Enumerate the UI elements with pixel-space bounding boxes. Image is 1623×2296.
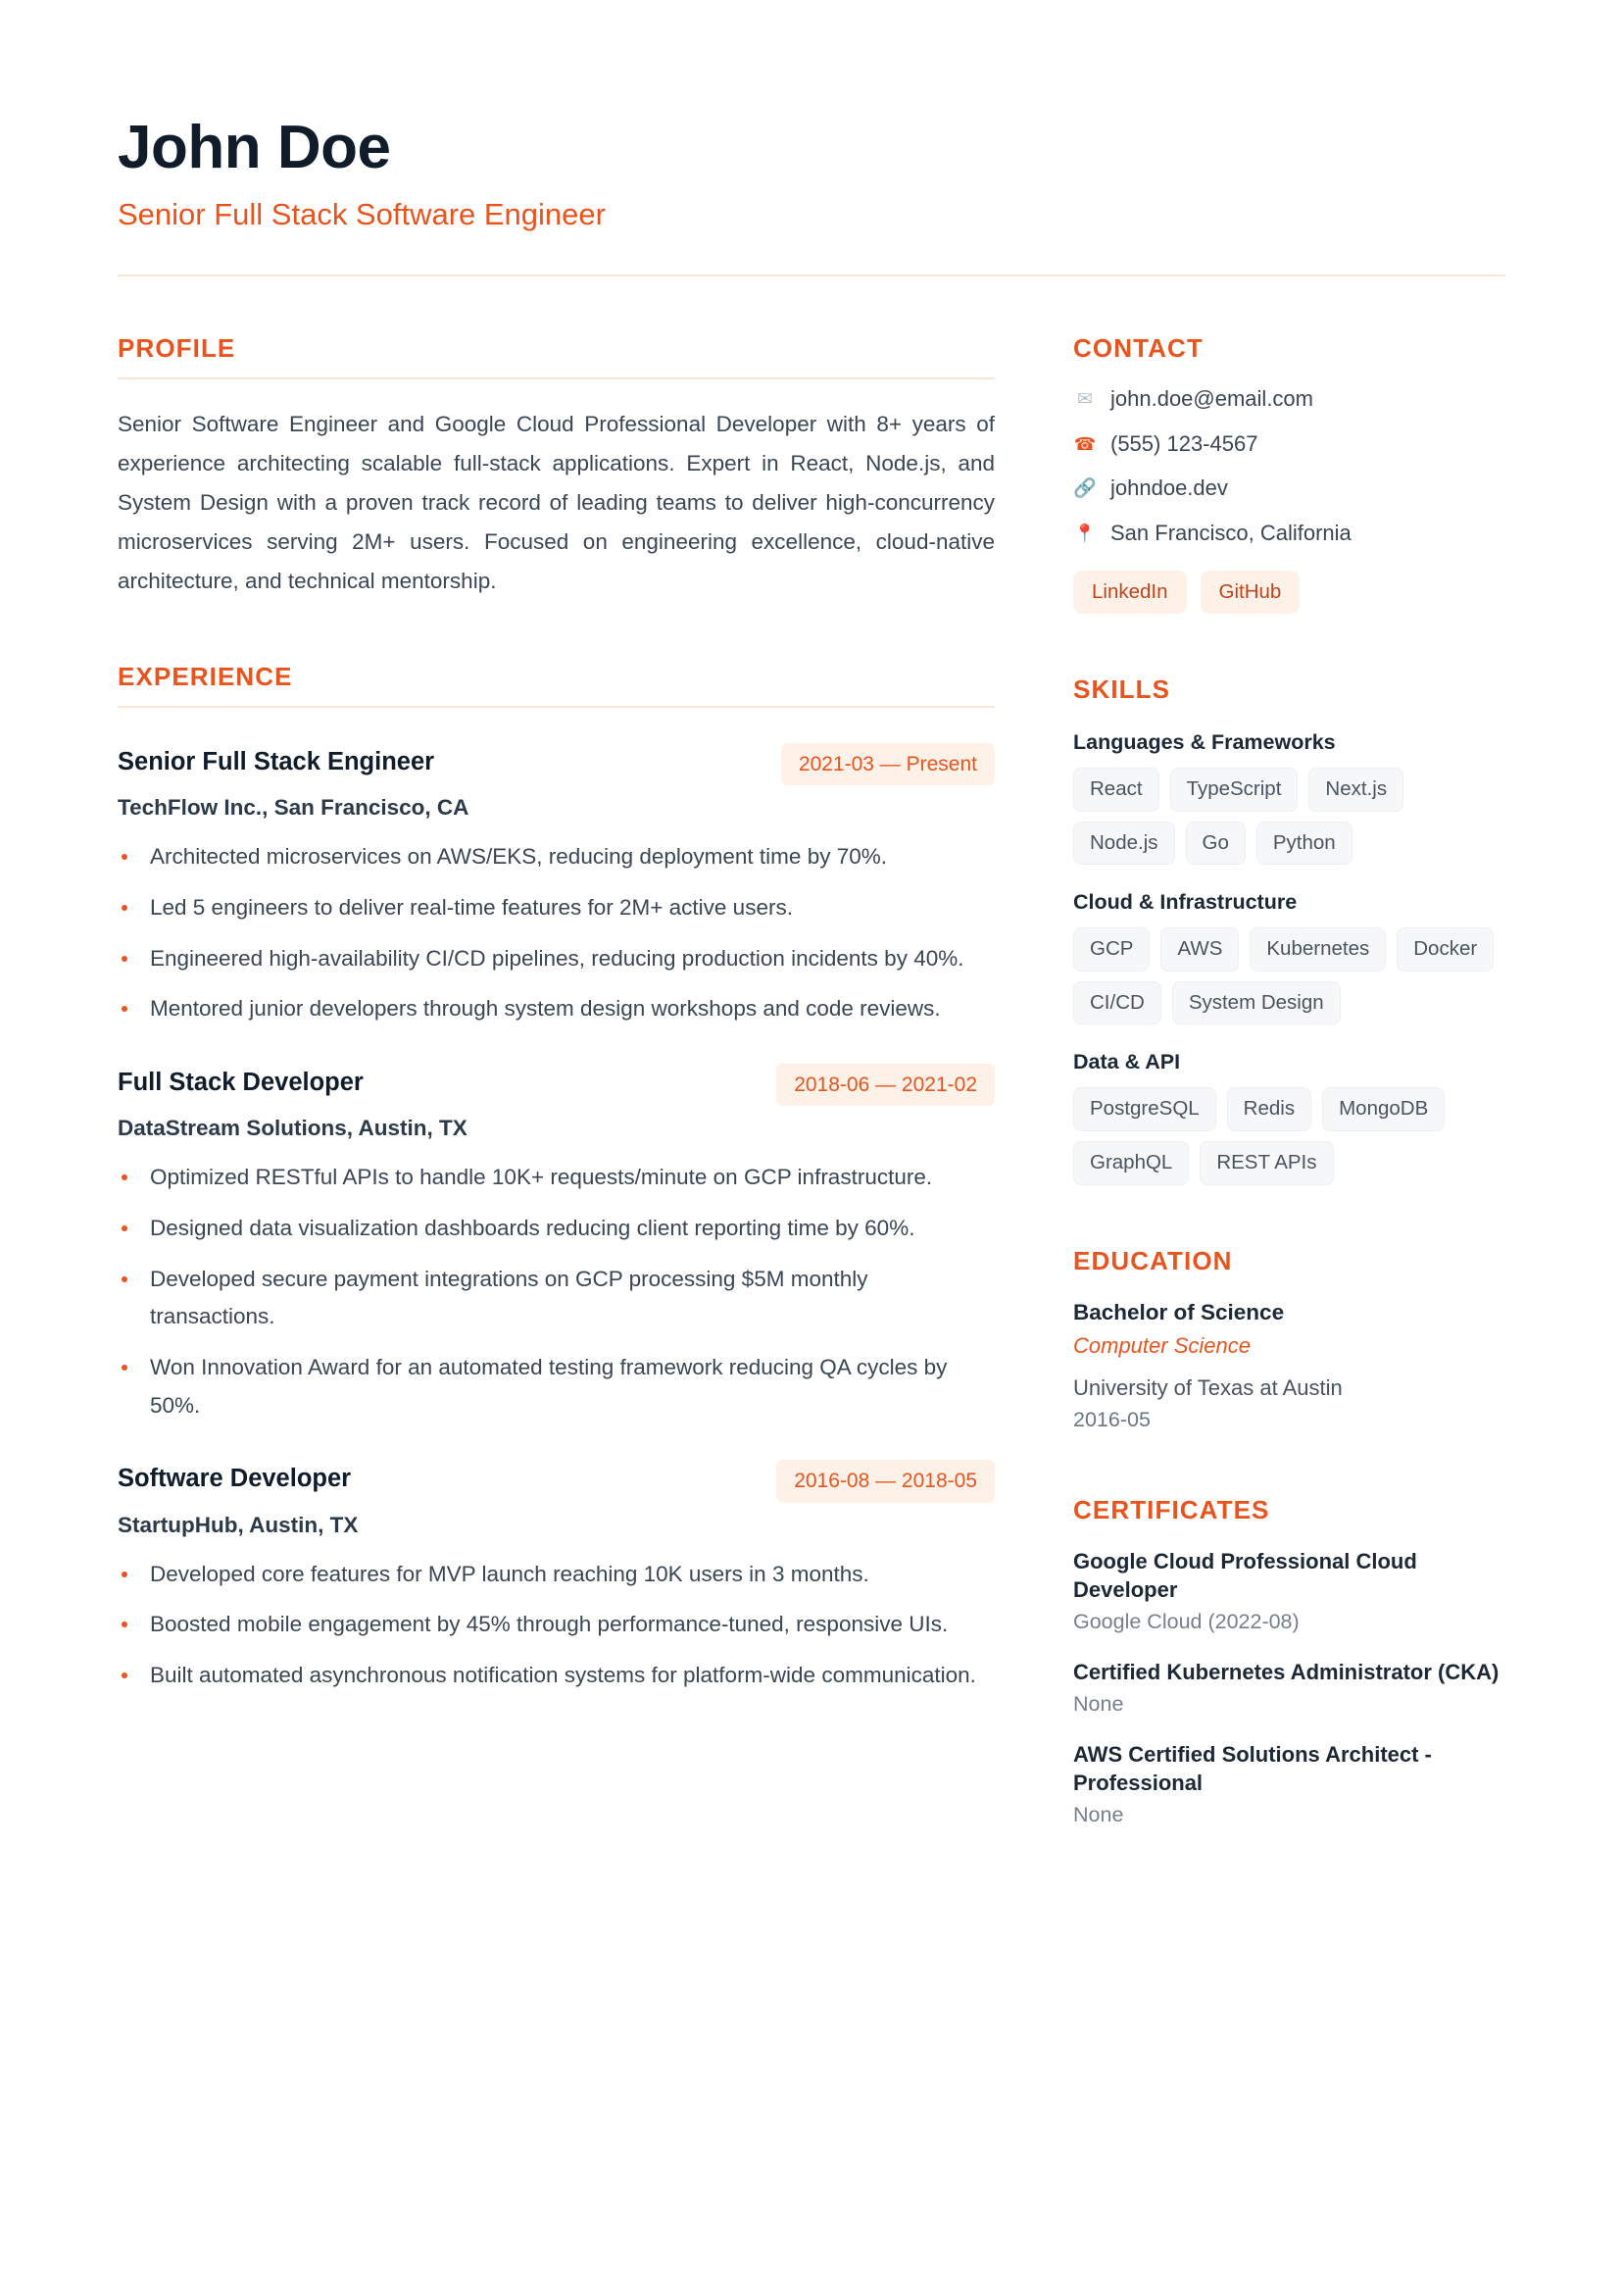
skill-chip: Go <box>1186 822 1246 866</box>
contact-item-email[interactable] <box>1073 385 1505 414</box>
job-bullet: Won Innovation Award for an automated testing framework reducing QA cycles by 50%. <box>118 1349 995 1424</box>
social-link-linkedin[interactable]: LinkedIn <box>1073 571 1187 614</box>
professional-title: Senior Full Stack Software Engineer <box>118 196 606 231</box>
job-bullet: Designed data visualization dashboards reducing client reporting time by 60%. <box>118 1210 995 1248</box>
certificate-name: Google Cloud Professional Cloud Developer <box>1073 1549 1417 1603</box>
job-organization: StartupHub, Austin, TX <box>118 1512 359 1537</box>
contact-website-value: johndoe.dev <box>1110 475 1228 501</box>
section-certificates <box>1073 1495 1505 1829</box>
skill-chip: Python <box>1256 822 1352 866</box>
skill-chip: AWS <box>1160 927 1239 972</box>
job-date-badge: 2018-06 — 2021-02 <box>776 1064 995 1106</box>
job-date-badge: 2021-03 — Present <box>781 743 995 785</box>
skill-chip: Node.js <box>1073 822 1175 866</box>
skill-chip: Kubernetes <box>1250 927 1386 972</box>
skill-chip: System Design <box>1172 981 1341 1025</box>
skill-chip: GCP <box>1073 927 1150 972</box>
job-bullet: Built automated asynchronous notification systems for platform-wide communication. <box>118 1657 995 1695</box>
experience-item-header <box>118 1460 995 1502</box>
section-profile <box>118 333 995 601</box>
sidebar-column <box>1073 333 1505 1829</box>
job-bullet-list <box>118 1556 995 1695</box>
envelope-icon: ✉ <box>1077 388 1093 410</box>
certificate-meta: None <box>1073 1803 1124 1827</box>
skill-chip: REST APIs <box>1200 1141 1333 1185</box>
job-bullet: Developed secure payment integrations on GCP processing $5M monthly transactions. <box>118 1261 995 1336</box>
skill-chip: GraphQL <box>1073 1141 1189 1185</box>
job-bullet: Boosted mobile engagement by 45% through performance-tuned, responsive UIs. <box>118 1606 995 1644</box>
skill-group-name: Data & API <box>1073 1050 1181 1074</box>
skill-group <box>1073 890 1505 1024</box>
contact-list <box>1073 385 1505 547</box>
job-bullet: Developed core features for MVP launch reaching 10K users in 3 months. <box>118 1556 995 1594</box>
skill-chip: Docker <box>1397 927 1494 972</box>
job-title: Senior Full Stack Engineer <box>118 748 435 776</box>
contact-heading: CONTACT <box>1073 332 1204 363</box>
contact-location-value: San Francisco, California <box>1110 520 1352 545</box>
location-pin-icon: 📍 <box>1073 523 1097 543</box>
certificates-heading: CERTIFICATES <box>1073 1495 1270 1525</box>
contact-email-value: john.doe@email.com <box>1110 385 1313 411</box>
skill-chip: TypeScript <box>1170 768 1299 812</box>
experience-heading: EXPERIENCE <box>118 662 293 692</box>
experience-item-header <box>118 1064 995 1106</box>
section-skills <box>1073 674 1505 1185</box>
experience-item <box>118 743 995 1028</box>
certificate-meta: Google Cloud (2022-08) <box>1073 1610 1300 1634</box>
experience-heading-rule <box>118 706 995 708</box>
job-title: Full Stack Developer <box>118 1069 364 1097</box>
header-divider <box>118 275 1505 276</box>
certificate-item <box>1073 1740 1505 1829</box>
education-item <box>1073 1298 1505 1435</box>
skills-heading: SKILLS <box>1073 674 1171 704</box>
contact-item-website[interactable] <box>1073 474 1505 503</box>
experience-item <box>118 1064 995 1424</box>
link-icon: 🔗 <box>1073 477 1097 499</box>
skill-chip: CI/CD <box>1073 981 1161 1025</box>
section-contact <box>1073 333 1505 614</box>
profile-text: Senior Software Engineer and Google Cloud Professional Developer with 8+ years of experience architecting scalable full-stack applications. Expert in React, Node.js, and System Design with a proven track record of leading teams to deliver high-concurrency microservices serving 2M+ users. Focused on engineering excellence, cloud-native architecture, and technical mentorship. <box>118 411 995 594</box>
education-date: 2016-05 <box>1073 1408 1151 1432</box>
certificate-item <box>1073 1547 1505 1636</box>
certificate-name: AWS Certified Solutions Architect - Professional <box>1073 1742 1432 1796</box>
job-organization: TechFlow Inc., San Francisco, CA <box>118 795 469 821</box>
education-degree: Bachelor of Science <box>1073 1299 1285 1324</box>
skill-chip: MongoDB <box>1322 1087 1445 1131</box>
job-date-badge: 2016-08 — 2018-05 <box>776 1460 995 1502</box>
experience-item-header <box>118 743 995 785</box>
skill-group <box>1073 730 1505 865</box>
social-link-github[interactable]: GitHub <box>1201 571 1301 614</box>
certificate-meta: None <box>1073 1692 1124 1717</box>
skill-chip-list <box>1073 927 1505 1024</box>
skill-chip: Redis <box>1227 1087 1311 1131</box>
resume-header <box>118 116 1505 276</box>
contact-item-phone[interactable] <box>1073 430 1505 459</box>
skill-chip-list <box>1073 768 1505 865</box>
social-links <box>1073 571 1505 614</box>
contact-item-location <box>1073 520 1505 548</box>
job-bullet-list <box>118 1159 995 1424</box>
main-column <box>118 333 995 1708</box>
skill-group-name: Cloud & Infrastructure <box>1073 890 1298 915</box>
job-title: Software Developer <box>118 1465 352 1493</box>
job-bullet: Led 5 engineers to deliver real-time features for 2M+ active users. <box>118 889 995 927</box>
job-bullet: Architected microservices on AWS/EKS, reducing deployment time by 70%. <box>118 838 995 876</box>
job-bullet: Mentored junior developers through system design workshops and code reviews. <box>118 990 995 1028</box>
job-bullet: Engineered high-availability CI/CD pipelines, reducing production incidents by 40%. <box>118 940 995 978</box>
profile-heading: PROFILE <box>118 332 236 363</box>
skill-chip: React <box>1073 768 1159 812</box>
skill-chip: PostgreSQL <box>1073 1087 1216 1131</box>
contact-phone-value: (555) 123-4567 <box>1110 430 1258 456</box>
certificate-name: Certified Kubernetes Administrator (CKA) <box>1073 1660 1500 1685</box>
phone-icon: ☎ <box>1073 433 1097 454</box>
education-school: University of Texas at Austin <box>1073 1374 1343 1400</box>
section-experience <box>118 662 995 1695</box>
section-education <box>1073 1246 1505 1435</box>
job-bullet: Optimized RESTful APIs to handle 10K+ requests/minute on GCP infrastructure. <box>118 1159 995 1197</box>
job-organization: DataStream Solutions, Austin, TX <box>118 1116 467 1141</box>
skill-group-name: Languages & Frameworks <box>1073 729 1336 754</box>
profile-heading-rule <box>118 377 995 379</box>
job-bullet-list <box>118 838 995 1028</box>
skill-chip: Next.js <box>1308 768 1403 812</box>
certificate-item <box>1073 1658 1505 1719</box>
skill-group <box>1073 1050 1505 1184</box>
skill-chip-list <box>1073 1087 1505 1184</box>
page-title: John Doe <box>118 114 391 181</box>
resume-columns <box>118 333 1505 1829</box>
education-field: Computer Science <box>1073 1333 1251 1358</box>
experience-item <box>118 1460 995 1694</box>
education-heading: EDUCATION <box>1073 1245 1233 1275</box>
